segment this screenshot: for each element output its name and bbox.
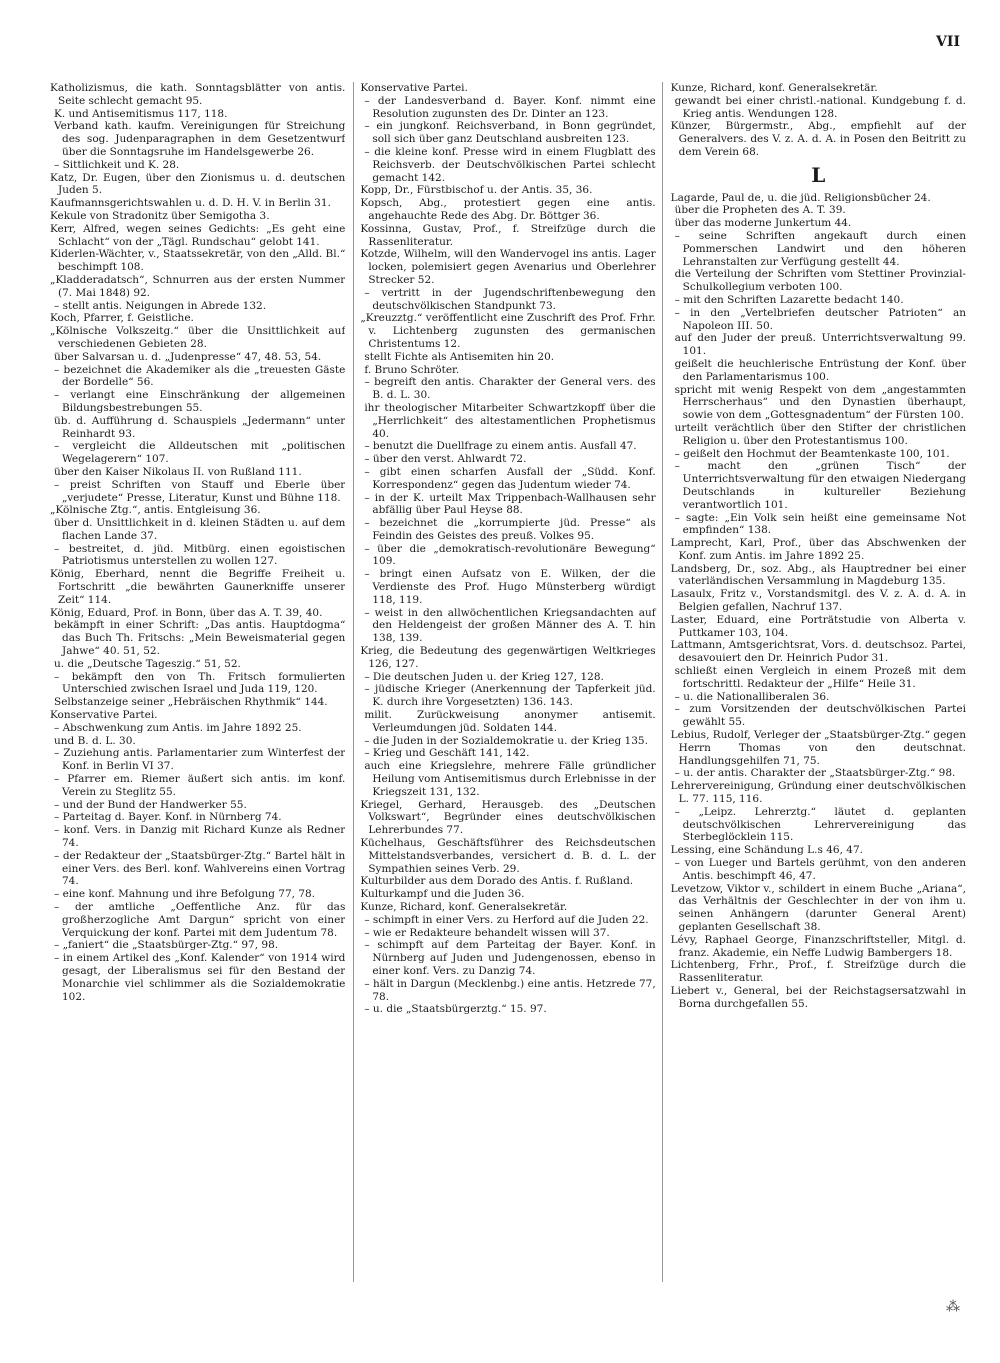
index-entry: Lichtenberg, Frhr., Prof., f. Streifzüge durch die Rassenliteratur. (670, 959, 966, 985)
index-subentry: die Verteilung der Schriften vom Stettiner Provinzial-Schulkollegium verboten 100. (674, 268, 966, 294)
index-entry: Konservative Partei. (50, 709, 158, 722)
index-entry: Lehrervereinigung, Gründung einer deutschvölkischen L. 77. 115, 116. (670, 780, 966, 806)
index-subentry: – konf. Vers. in Danzig mit Richard Kunze als Redner 74. (54, 824, 346, 850)
index-subentry: stellt Fichte als Antisemiten hin 20. (364, 350, 555, 363)
index-subentry: – eine konf. Mahnung und ihre Befolgung 77, 78. (54, 888, 316, 901)
index-entry: Kossinna, Gustav, Prof., f. Streifzüge durch die Rassenliteratur. (360, 222, 656, 248)
index-subentry: – jüdische Krieger (Anerkennung der Tapferkeit jüd. K. durch ihre Vorgesetzten) 136. 143. (364, 683, 656, 709)
index-entry: Kriegel, Gerhard, Herausgeb. des „Deutschen Volkswart“, Begründer eines deutschvölkischen Lehrerbundes 77. (360, 798, 656, 837)
index-subentry: – macht den „grünen Tisch“ der Unterrichtsverwaltung für den etwaigen Niedergang Deutschlands in kultureller Beziehung verantwortlich 101. (674, 460, 966, 511)
index-subentry: – u. der antis. Charakter der „Staatsbürger-Ztg.“ 98. (674, 767, 956, 780)
index-subentry: – geißelt den Hochmut der Beamtenkaste 100, 101. (674, 447, 950, 460)
section-letter: L (811, 162, 826, 187)
index-subentry: auch eine Kriegslehre, mehrere Fälle gründlicher Heilung vom Antisemitismus durch Erlebnisse in der Kriegszeit 131, 132. (364, 760, 656, 798)
index-subentry: – ein jungkonf. Reichsverband, in Bonn gegründet, soll sich über ganz Deutschland ausbreiten 123. (364, 120, 656, 146)
index-entry: Krieg, die Bedeutung des gegenwärtigen Weltkrieges 126, 127. (360, 645, 656, 670)
index-entry: Laster, Eduard, eine Porträtstudie von Alberta v. Puttkamer 103, 104. (670, 613, 966, 639)
index-columns (50, 82, 966, 1282)
index-subentry: – der amtliche „Oeffentliche Anz. für das großherzogliche Amt Dargun“ spricht von einer Verquickung der konf. Partei mit dem Judentum 78. (54, 901, 346, 939)
index-subentry: – bezeichnet die „korrumpierte jüd. Presse“ als Feindin des Geistes des preuß. Volkes 95. (364, 517, 656, 542)
index-subentry: geißelt die heuchlerische Entrüstung der Konf. über den Parlamentarismus 100. (674, 357, 966, 383)
index-entry: Landsberg, Dr., soz. Abg., als Hauptredner bei einer vaterländischen Versammlung in Magdeburg 135. (670, 562, 966, 588)
index-subentry: über den Kaiser Nikolaus II. von Rußland 111. (54, 465, 302, 478)
index-entry: Kekule von Stradonitz über Semigotha 3. (50, 209, 270, 222)
column-right (671, 82, 966, 1282)
index-entry: Kotzde, Wilhelm, will den Wandervogel ins antis. Lager locken, polemisiert gegen Avenarius und Oberlehrer Strecker 52. (360, 248, 656, 286)
index-subentry: – stellt antis. Neigungen in Abrede 132. (54, 299, 267, 312)
index-entry: Lattmann, Amtsgerichtsrat, Vors. d. deutschsoz. Partei, desavouiert den Dr. Heinrich Pudor 31. (670, 639, 966, 665)
index-subentry: – bringt einen Aufsatz von E. Wilken, der die Verdienste des Prof. Hugo Münsterberg würdigt 118, 119. (364, 568, 656, 606)
page-number: VII (936, 34, 960, 50)
index-subentry: über die Propheten des A. T. 39. (674, 204, 846, 217)
index-entry: Lasaulx, Fritz v., Vorstandsmitgl. des V. z. A. d. A. in Belgien gefallen, Nachruf 137. (670, 588, 966, 614)
index-entry: Katz, Dr. Eugen, über den Zionismus u. d. deutschen Juden 5. (50, 171, 346, 197)
index-subentry: – Pfarrer em. Riemer äußert sich antis. im konf. Verein zu Steglitz 55. (54, 773, 346, 798)
index-subentry: – bekämpft den von Th. Fritsch formulierten Unterschied zwischen Israel und Juda 119, 120. (54, 670, 346, 696)
decorative-mark: ⁂ (946, 1299, 960, 1315)
index-subentry: – u. die „Staatsbürgerztg.“ 15. 97. (364, 1003, 547, 1016)
index-subentry: – zum Vorsitzenden der deutschvölkischen Partei gewählt 55. (674, 703, 966, 729)
index-subentry: milit. Zurückweisung anonymer antisemit. Verleumdungen jüd. Soldaten 144. (364, 709, 656, 734)
index-subentry: und B. d. L. 30. (54, 734, 136, 747)
index-subentry: – vertritt in der Jugendschriftenbewegung den deutschvölkischen Standpunkt 73. (364, 286, 656, 312)
index-entry: Liebert v., General, bei der Reichstagsersatzwahl in Borna durchgefallen 55. (670, 984, 966, 1010)
index-entry: Koch, Pfarrer, f. Geistliche. (50, 312, 194, 325)
index-subentry: – über den verst. Ahlwardt 72. (364, 453, 527, 466)
index-subentry: – sagte: „Ein Volk sein heißt eine gemeinsame Not empfinden“ 138. (674, 511, 966, 537)
index-entry: Küchelhaus, Geschäftsführer des Reichsdeutschen Mittelstandsverbandes, versichert d. B. d. L. der Sympathien seines Verb. 29. (360, 837, 656, 875)
index-subentry: ihr theologischer Mitarbeiter Schwartzkopff über die „Herrlichkeit“ des altestamentlichen Prophetismus 40. (364, 401, 656, 440)
index-subentry: – seine Schriften angekauft durch einen Pommerschen Landwirt und den höheren Lehranstalten zur Verfügung gestellt 44. (674, 229, 966, 268)
index-entry: Lebius, Rudolf, Verleger der „Staatsbürger-Ztg.“ gegen Herrn Thomas von den deutschnat. Handlungsgehilfen 71, 75. (670, 729, 966, 767)
index-subentry: – weist in den allwöchentlichen Kriegsandachten auf den Heldengeist der großen Männer des A. T. hin 138, 139. (364, 606, 656, 645)
index-entry: König, Eberhard, nennt die Begriffe Freiheit u. Fortschritt „die bewährten Gaunerkniffe unserer Zeit“ 114. (50, 568, 346, 606)
index-entry: Kulturkampf und die Juden 36. (360, 888, 525, 901)
index-subentry: gewandt bei einer christl.-national. Kundgebung f. d. Krieg antis. Wendungen 128. (674, 94, 966, 120)
index-entry: „Kölnische Volkszeitg.“ über die Unsittlichkeit auf verschiedenen Gebieten 28. (50, 325, 346, 350)
index-subentry: – in den „Vertelbriefen deutscher Patrioten“ an Napoleon III. 50. (674, 306, 966, 332)
index-subentry: – Abschwenkung zum Antis. im Jahre 1892 25. (54, 721, 302, 734)
index-entry: Kunze, Richard, konf. Generalsekretär. (670, 82, 878, 94)
index-subentry: – mit den Schriften Lazarette bedacht 140. (674, 293, 904, 306)
index-subentry: f. Bruno Schröter. (364, 363, 460, 376)
index-entry: Katholizismus, die kath. Sonntagsblätter von antis. Seite schlecht gemacht 95. (50, 82, 346, 107)
index-subentry: – über die „demokratisch-revolutionäre Bewegung“ 109. (364, 542, 656, 568)
index-subentry: – bezeichnet die Akademiker als die „treuesten Gäste der Bordelle“ 56. (54, 363, 346, 389)
index-entry: Kerr, Alfred, wegen seines Gedichts: „Es geht eine Schlacht“ von der „Tägl. Rundschau“ gelobt 141. (50, 222, 346, 248)
index-entry: Lessing, eine Schändung L.s 46, 47. (670, 844, 863, 857)
index-subentry: – begreift den antis. Charakter der General vers. des B. d. L. 30. (364, 376, 656, 402)
index-subentry: – Sittlichkeit und K. 28. (54, 158, 180, 171)
index-subentry: – Zuziehung antis. Parlamentarier zum Winterfest der Konf. in Berlin VI 37. (54, 747, 346, 773)
index-entry: Kaufmannsgerichtswahlen u. d. D. H. V. in Berlin 31. (50, 197, 331, 210)
index-entry: Kunze, Richard, konf. Generalsekretär. (360, 901, 568, 913)
index-entry: Kopsch, Abg., protestiert gegen eine antis. angehauchte Rede des Abg. Dr. Böttger 36. (360, 197, 656, 222)
index-subentry: – gibt einen scharfen Ausfall der „Südd. Konf. Korrespondenz“ gegen das Judentum wieder 74. (364, 465, 656, 491)
index-subentry: – wie er Redakteure behandelt wissen will 37. (364, 926, 610, 939)
index-subentry: üb. d. Aufführung d. Schauspiels „Jedermann“ unter Reinhardt 93. (54, 414, 346, 440)
index-subentry: u. die „Deutsche Tageszig.“ 51, 52. (54, 657, 241, 670)
index-subentry: auf den Juder der preuß. Unterrichtsverwaltung 99. 101. (674, 332, 966, 358)
index-subentry: K. und Antisemitismus 117, 118. (54, 107, 228, 120)
index-subentry: – u. die Nationalliberalen 36. (674, 690, 830, 703)
index-entry: Lamprecht, Karl, Prof., über das Abschwenken der Konf. zum Antis. im Jahre 1892 25. (670, 537, 966, 562)
index-subentry: – Parteitag d. Bayer. Konf. in Nürnberg 74. (54, 811, 282, 824)
index-entry: „Kladderadatsch“, Schnurren aus der ersten Nummer (7. Mai 1848) 92. (50, 273, 346, 299)
index-subentry: – und der Bund der Handwerker 55. (54, 798, 247, 811)
index-entry: Konservative Partei. (360, 82, 468, 94)
index-subentry: Verband kath. kaufm. Vereinigungen für Streichung des sog. Judenparagraphen in dem Gesetzentwurf über die Sonntagsruhe im Handelsgewerbe 26. (54, 120, 346, 158)
index-entry: Levetzow, Viktor v., schildert in einem Buche „Ariana“, das Verhältnis der Geschlechter in der von ihm u. seinen Anhängern (darunter General Arent) geplanten Gesellschaft 38. (670, 882, 966, 933)
index-entry: Kulturbilder aus dem Dorado des Antis. f. Rußland. (360, 875, 634, 888)
index-subentry: – „Leipz. Lehrerztg.“ läutet d. geplanten deutschvölkischen Lehrervereinigung das Sterbeglöcklein 115. (674, 805, 966, 844)
index-subentry: – schimpft in einer Vers. zu Herford auf die Juden 22. (364, 913, 649, 926)
index-subentry: – von Lueger und Bartels gerühmt, von den anderen Antis. beschimpft 46, 47. (674, 857, 966, 882)
index-subentry: – Krieg und Geschäft 141, 142. (364, 747, 530, 760)
index-entry: Künzer, Bürgermstr., Abg., empfiehlt auf der Generalvers. des V. z. A. d. A. in Posen den Beitritt zu dem Verein 68. (670, 120, 966, 158)
index-subentry: – bestreitet, d. jüd. Mitbürg. einen egoistischen Patriotismus unterstellen zu wollen 127. (54, 542, 346, 568)
index-entry: Kiderlen-Wächter, v., Staatssekretär, von den „Alld. Bl.“ beschimpft 108. (50, 248, 346, 274)
index-subentry: – in einem Artikel des „Konf. Kalender“ von 1914 wird gesagt, der Liberalismus sei für den Bestand der Monarchie viel schlimmer als die Sozialdemokratie 102. (54, 952, 346, 1003)
index-subentry: bekämpft in einer Schrift: „Das antis. Hauptdogma“ das Buch Th. Fritschs: „Mein Beweismaterial gegen Jahwe“ 40. 51, 52. (54, 619, 346, 658)
index-subentry: – vergleicht die Alldeutschen mit „politischen Wegelagerern“ 107. (54, 440, 346, 466)
index-subentry: über d. Unsittlichkeit in d. kleinen Städten u. auf dem flachen Lande 37. (54, 517, 346, 542)
index-subentry: – preist Schriften von Stauff und Eberle über „verjudete“ Presse, Literatur, Kunst und Bühne 118. (54, 478, 346, 504)
index-entry: „Kölnische Ztg.“, antis. Entgleisung 36. (50, 504, 261, 517)
column-middle (353, 82, 662, 1282)
index-subentry: – verlangt eine Einschränkung der allgemeinen Bildungsbestrebungen 55. (54, 389, 346, 414)
index-subentry: – benutzt die Duellfrage zu einem antis. Ausfall 47. (364, 440, 637, 453)
index-subentry: – „faniert“ die „Staatsbürger-Ztg.“ 97, 98. (54, 939, 279, 952)
index-subentry: – der Redakteur der „Staatsbürger-Ztg.“ Bartel hält in einer Vers. des Berl. konf. Wahlvereins einen Vortrag 74. (54, 849, 346, 888)
column-left (50, 82, 345, 1282)
index-subentry: – der Landesverband d. Bayer. Konf. nimmt eine Resolution zugunsten des Dr. Dinter an 123. (364, 94, 656, 120)
index-subentry: – hält in Dargun (Mecklenbg.) eine antis. Hetzrede 77, 78. (364, 977, 656, 1003)
index-subentry: – in der K. urteilt Max Trippenbach-Wallhausen sehr abfällig über Paul Heyse 88. (364, 491, 656, 517)
index-entry: Kopp, Dr., Fürstbischof u. der Antis. 35, 36. (360, 184, 593, 197)
index-entry: König, Eduard, Prof. in Bonn, über das A. T. 39, 40. (50, 606, 323, 619)
index-subentry: Selbstanzeige seiner „Hebräischen Rhythmik“ 144. (54, 696, 328, 709)
index-subentry: schließt einen Vergleich in einem Prozeß mit dem fortschrittl. Redakteur der „Hilfe“ Heile 31. (674, 665, 966, 690)
index-subentry: – Die deutschen Juden u. der Krieg 127, 128. (364, 670, 604, 683)
index-subentry: – die Juden in der Sozialdemokratie u. der Krieg 135. (364, 734, 648, 747)
index-entry: „Kreuzztg.“ veröffentlicht eine Zuschrift des Prof. Frhr. v. Lichtenberg zugunsten des germanischen Christentums 12. (360, 312, 656, 350)
index-subentry: – schimpft auf dem Parteitag der Bayer. Konf. in Nürnberg auf Juden und Judengenossen, ebenso in einer konf. Vers. zu Danzig 74. (364, 939, 656, 977)
index-subentry: über das moderne Junkertum 44. (674, 217, 852, 230)
index-entry: Lagarde, Paul de, u. die jüd. Religionsbücher 24. (670, 191, 931, 204)
index-subentry: spricht mit wenig Respekt von dem „angestammten Herrscherhaus“ und den Dynastien überhaupt, sowie von dem „Gottesgnadentum“ der Fürsten 100. (674, 383, 966, 422)
index-subentry: – die kleine konf. Presse wird in einem Flugblatt des Reichsverb. der Deutschvölkischen Partei schlecht gemacht 142. (364, 145, 656, 184)
index-subentry: über Salvarsan u. d. „Judenpresse“ 47, 48. 53, 54. (54, 350, 322, 363)
index-subentry: urteilt verächtlich über den Stifter der christlichen Religion u. über den Protestantismus 100. (674, 421, 966, 447)
index-entry: Lévy, Raphael George, Finanzschriftsteller, Mitgl. d. franz. Akademie, ein Neffe Ludwig Bambergers 18. (670, 933, 966, 959)
